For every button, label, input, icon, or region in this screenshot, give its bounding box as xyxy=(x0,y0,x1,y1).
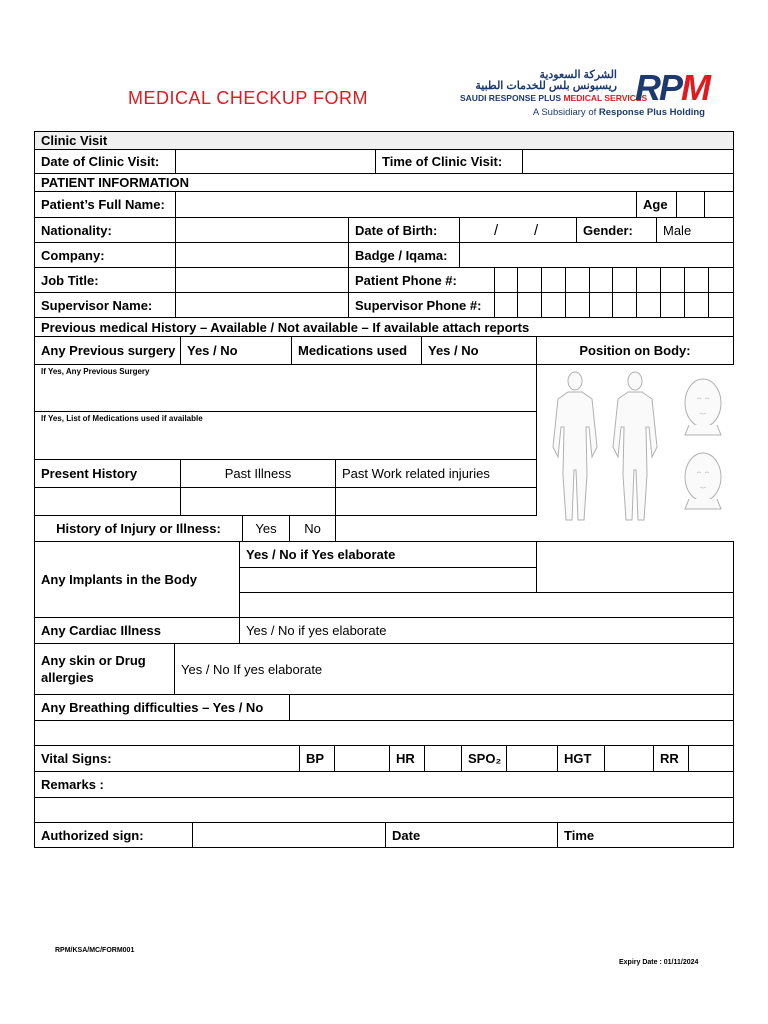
supervisor-name-label: Supervisor Name: xyxy=(34,292,176,318)
injury-no-option[interactable]: No xyxy=(289,515,336,542)
allergies-yes-no[interactable]: Yes / No If yes elaborate xyxy=(174,643,734,695)
authorized-sign-field[interactable] xyxy=(192,822,386,848)
dob-label: Date of Birth: xyxy=(348,217,460,243)
patient-phone-digit[interactable] xyxy=(708,267,734,293)
implants-details-1[interactable] xyxy=(239,567,537,593)
allergies-label: Any skin or Drug allergies xyxy=(34,643,175,695)
supervisor-phone-digit[interactable] xyxy=(612,292,637,318)
supervisor-phone-digit[interactable] xyxy=(541,292,566,318)
logo-arabic-line2: ريسبونس بلس للخدمات الطبية xyxy=(475,80,617,92)
badge-label: Badge / Iqama: xyxy=(348,242,460,268)
logo-subsidiary: A Subsidiary of Response Plus Holding xyxy=(532,107,705,118)
company-label: Company: xyxy=(34,242,176,268)
position-on-body-label: Position on Body: xyxy=(536,336,734,365)
supervisor-phone-digit[interactable] xyxy=(660,292,685,318)
hr-field[interactable] xyxy=(424,745,462,772)
injury-history-label: History of Injury or Illness: xyxy=(34,515,243,542)
dob-separator-2: / xyxy=(534,221,539,239)
injury-yes-option[interactable]: Yes xyxy=(242,515,290,542)
body-diagram[interactable] xyxy=(537,365,733,523)
rr-label: RR xyxy=(653,745,689,772)
supervisor-phone-digit[interactable] xyxy=(684,292,709,318)
surgery-yes-no[interactable]: Yes / No xyxy=(180,336,292,365)
age-label: Age xyxy=(636,191,677,218)
supervisor-phone-digit[interactable] xyxy=(708,292,734,318)
job-title-label: Job Title: xyxy=(34,267,176,293)
medications-label: Medications used xyxy=(291,336,422,365)
medications-yes-no[interactable]: Yes / No xyxy=(421,336,537,365)
past-illness-label: Past Illness xyxy=(180,459,336,488)
patient-phone-digit[interactable] xyxy=(541,267,566,293)
present-history-label: Present History xyxy=(34,459,181,488)
medications-details[interactable]: If Yes, List of Medications used if available xyxy=(34,411,537,460)
dob-field[interactable] xyxy=(459,217,577,243)
body-diagram-notes[interactable] xyxy=(536,541,734,593)
job-title-field[interactable] xyxy=(175,267,349,293)
implants-yes-no[interactable]: Yes / No if Yes elaborate xyxy=(239,541,537,568)
supervisor-phone-digit[interactable] xyxy=(517,292,542,318)
past-injuries-field[interactable] xyxy=(335,487,537,516)
patient-phone-digit[interactable] xyxy=(589,267,613,293)
authorized-sign-label: Authorized sign: xyxy=(34,822,193,848)
expiry-date: Expiry Date : 01/11/2024 xyxy=(619,959,699,966)
form-code: RPM/KSA/MC/FORM001 xyxy=(55,947,135,954)
implants-details-2[interactable] xyxy=(239,592,734,618)
age-digit-1[interactable] xyxy=(676,191,705,218)
patient-phone-digit[interactable] xyxy=(494,267,518,293)
spo2-field[interactable] xyxy=(506,745,558,772)
hgt-field[interactable] xyxy=(604,745,654,772)
past-injuries-label: Past Work related injuries xyxy=(335,459,537,488)
patient-phone-digit[interactable] xyxy=(636,267,661,293)
gender-label: Gender: xyxy=(576,217,657,243)
hgt-label: HGT xyxy=(557,745,605,772)
clinic-time-label: Time of Clinic Visit: xyxy=(375,149,523,174)
company-field[interactable] xyxy=(175,242,349,268)
clinic-time-field[interactable] xyxy=(522,149,734,174)
form-title: MEDICAL CHECKUP FORM xyxy=(128,88,369,108)
vital-signs-label: Vital Signs: xyxy=(34,745,300,772)
breathing-label: Any Breathing difficulties – Yes / No xyxy=(34,694,290,721)
patient-phone-digit[interactable] xyxy=(565,267,590,293)
patient-phone-digit[interactable] xyxy=(517,267,542,293)
full-name-label: Patient’s Full Name: xyxy=(34,191,176,218)
cardiac-yes-no[interactable]: Yes / No if yes elaborate xyxy=(239,617,734,644)
supervisor-phone-digit[interactable] xyxy=(636,292,661,318)
hr-label: HR xyxy=(389,745,425,772)
patient-info-heading: PATIENT INFORMATION xyxy=(34,173,734,192)
badge-field[interactable] xyxy=(459,242,734,268)
rr-field[interactable] xyxy=(688,745,734,772)
supervisor-phone-digit[interactable] xyxy=(494,292,518,318)
remarks-label: Remarks : xyxy=(34,771,734,798)
patient-phone-digit[interactable] xyxy=(612,267,637,293)
previous-surgery-label: Any Previous surgery xyxy=(34,336,181,365)
patient-phone-label: Patient Phone #: xyxy=(348,267,495,293)
supervisor-phone-digit[interactable] xyxy=(565,292,590,318)
clinic-date-label: Date of Clinic Visit: xyxy=(34,149,176,174)
previous-surgery-details[interactable]: If Yes, Any Previous Surgery xyxy=(34,364,537,412)
company-logo xyxy=(457,68,709,120)
previous-history-heading: Previous medical History – Available / Not available – If available attach reports xyxy=(34,317,734,337)
remarks-field[interactable] xyxy=(34,797,734,823)
supervisor-phone-digit[interactable] xyxy=(589,292,613,318)
sign-time-label[interactable]: Time xyxy=(557,822,734,848)
age-digit-2[interactable] xyxy=(704,191,734,218)
nationality-field[interactable] xyxy=(175,217,349,243)
logo-english-name: SAUDI RESPONSE PLUS MEDICAL SERVICES xyxy=(460,93,648,103)
cardiac-label: Any Cardiac Illness xyxy=(34,617,240,644)
breathing-field[interactable] xyxy=(289,694,734,721)
patient-phone-digit[interactable] xyxy=(660,267,685,293)
past-illness-field[interactable] xyxy=(180,487,336,516)
nationality-label: Nationality: xyxy=(34,217,176,243)
present-history-field[interactable] xyxy=(34,487,181,516)
clinic-date-field[interactable] xyxy=(175,149,376,174)
logo-arabic-line1: الشركة السعودية xyxy=(539,69,617,81)
sign-date-label[interactable]: Date xyxy=(385,822,558,848)
bp-label: BP xyxy=(299,745,335,772)
rpm-logo-mark: RPM xyxy=(634,67,709,108)
spo2-label: SPO₂ xyxy=(461,745,507,772)
patient-phone-digit[interactable] xyxy=(684,267,709,293)
supervisor-phone-label: Supervisor Phone #: xyxy=(348,292,495,318)
full-name-field[interactable] xyxy=(175,191,637,218)
gender-field[interactable]: Male xyxy=(656,217,734,243)
clinic-visit-heading: Clinic Visit xyxy=(34,131,734,150)
implants-label: Any Implants in the Body xyxy=(34,541,240,618)
dob-separator-1: / xyxy=(494,221,499,239)
breathing-details[interactable] xyxy=(34,720,734,746)
supervisor-name-field[interactable] xyxy=(175,292,349,318)
bp-field[interactable] xyxy=(334,745,390,772)
